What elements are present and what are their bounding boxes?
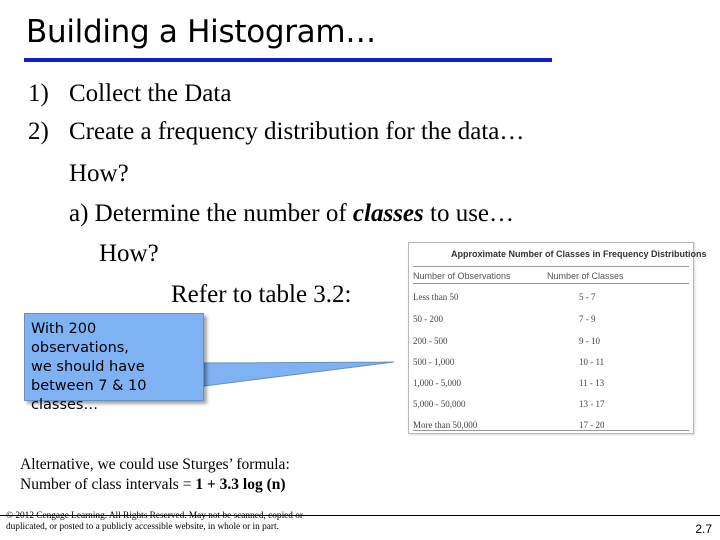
table-header-classes: Number of Classes (547, 271, 624, 281)
table-cell-classes: 9 - 10 (579, 336, 600, 346)
table-cell-classes: 11 - 13 (579, 378, 605, 388)
refer-table-text: Refer to table 3.2: (171, 281, 352, 308)
page-number: 2.7 (695, 522, 712, 536)
sub-step-a-pre: a) Determine the number of (69, 200, 353, 227)
table-cell-observations: Less than 50 (413, 292, 459, 302)
callout-line-1: With 200 observations, (31, 321, 129, 356)
classes-emphasis: classes (352, 200, 424, 227)
callout-line-2: we should have (31, 359, 145, 375)
table-cell-classes: 10 - 11 (579, 357, 605, 367)
step-1-number: 1) (28, 80, 49, 107)
step-1-text: Collect the Data (69, 80, 232, 107)
table-cell-observations: More than 50,000 (413, 420, 478, 430)
callout-line-4: classes… (31, 397, 98, 413)
copyright-notice (6, 511, 303, 533)
table-header-observations: Number of Observations (413, 271, 511, 281)
how-question-2: How? (99, 240, 159, 267)
sturges-formula-label: Number of class intervals = (20, 476, 196, 493)
table-header-rule (413, 283, 689, 284)
table-cell-observations: 1,000 - 5,000 (413, 378, 461, 388)
step-2-text: Create a frequency distribution for the data… (69, 118, 525, 145)
sub-step-a-post: to use… (423, 200, 515, 227)
table-cell-observations: 200 - 500 (413, 336, 448, 346)
alternative-line: Alternative, we could use Sturges’ formula: (20, 456, 290, 473)
table-bottom-rule (413, 430, 689, 431)
classes-table (408, 242, 707, 434)
sturges-formula-line (20, 476, 286, 494)
table-cell-classes: 5 - 7 (579, 292, 596, 302)
table-cell-observations: 50 - 200 (413, 314, 443, 324)
table-cell-observations: 500 - 1,000 (413, 357, 455, 367)
callout-line-3: between 7 & 10 (31, 378, 147, 394)
how-question-1: How? (69, 160, 129, 187)
copyright-line-2: duplicated, or posted to a publicly accessible website, in whole or in part. (6, 522, 279, 532)
table-cell-classes: 13 - 17 (579, 399, 605, 409)
slide-title: Building a Histogram… (26, 14, 376, 50)
sturges-formula: 1 + 3.3 log (n) (195, 476, 286, 493)
copyright-line-1: © 2012 Cengage Learning. All Rights Reserved. May not be scanned, copied or (6, 511, 304, 521)
step-2-number: 2) (28, 118, 49, 145)
table-title: Approximate Number of Classes in Frequency Distributions (451, 249, 707, 259)
table-top-rule (413, 266, 689, 267)
table-cell-classes: 7 - 9 (579, 314, 596, 324)
table-cell-observations: 5,000 - 50,000 (413, 399, 466, 409)
callout-box (24, 313, 204, 413)
table-cell-classes: 17 - 20 (579, 420, 605, 430)
